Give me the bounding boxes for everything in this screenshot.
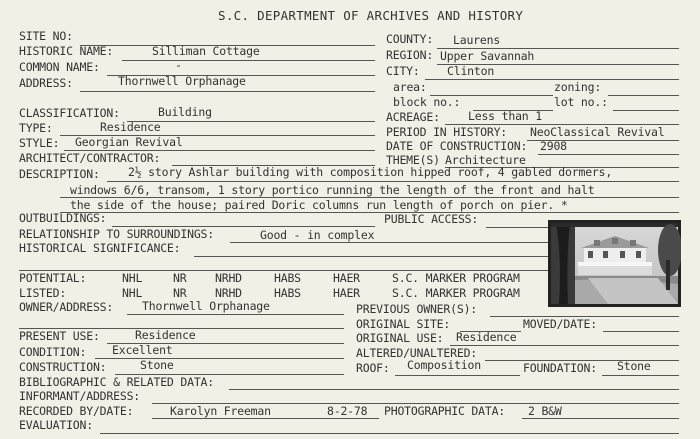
photographic-data-line	[522, 418, 679, 419]
acreage-label: ACREAGE:	[386, 110, 440, 124]
relationship-value: Good - in complex	[260, 228, 375, 242]
city-line	[425, 79, 679, 80]
architect-label: ARCHITECT/CONTRACTOR:	[19, 151, 161, 165]
recorded-by-line	[152, 418, 379, 419]
previous-owners-label: PREVIOUS OWNER(S):	[356, 302, 478, 316]
zoning-label: zoning:	[554, 80, 602, 94]
relationship-line	[230, 242, 548, 243]
classification-label: CLASSIFICATION:	[19, 106, 120, 120]
recorded-by-label: RECORDED BY/DATE:	[19, 404, 134, 418]
city-label: CITY:	[386, 64, 420, 78]
original-use-line	[450, 345, 679, 346]
period-label: PERIOD IN HISTORY:	[386, 125, 508, 139]
potential-haer: HAER	[333, 271, 360, 285]
bibliographic-label: BIBLIOGRAPHIC & RELATED DATA:	[19, 375, 214, 389]
zoning-line	[608, 95, 679, 96]
listed-haer: HAER	[333, 286, 360, 300]
form-title: S.C. DEPARTMENT OF ARCHIVES AND HISTORY	[218, 8, 524, 23]
region-label: REGION:	[386, 48, 434, 62]
description-label: DESCRIPTION:	[19, 167, 100, 181]
description-line-3: the side of the house; paired Doric columns run length of porch on pier. *	[70, 198, 568, 212]
owner-address-label: OWNER/ADDRESS:	[19, 300, 114, 314]
date-construction-line	[538, 154, 679, 155]
description-line-2: windows 6/6, transom, 1 story portico running the length of the front and halt	[70, 183, 595, 197]
area-label: area:	[393, 80, 427, 94]
outbuildings-label: OUTBUILDINGS:	[19, 211, 107, 225]
type-label: TYPE:	[19, 121, 53, 135]
address-line	[80, 91, 375, 92]
photographic-data-label: PHOTOGRAPHIC DATA:	[384, 404, 506, 418]
photographic-data-value: 2 B&W	[528, 404, 562, 418]
historical-significance-line	[194, 256, 548, 257]
description-rule-1	[107, 181, 679, 182]
common-name-value: -	[175, 58, 182, 72]
original-site-label: ORIGINAL SITE:	[356, 317, 451, 331]
classification-value: Building	[158, 105, 212, 119]
address-label: ADDRESS:	[19, 76, 73, 90]
acreage-value: Less than 1	[468, 109, 542, 123]
owner-address-value: Thornwell Orphanage	[142, 299, 270, 313]
moved-date-line	[603, 331, 679, 332]
owner-address-line	[127, 314, 344, 315]
historic-name-label: HISTORIC NAME:	[19, 44, 114, 58]
bibliographic-line	[229, 389, 679, 390]
date-construction-label: DATE OF CONSTRUCTION:	[386, 139, 528, 153]
themes-value: Architecture	[445, 153, 526, 167]
city-value: Clinton	[447, 64, 495, 78]
period-value: NeoClassical Revival	[530, 125, 665, 139]
listed-nrhd: NRHD	[215, 286, 242, 300]
foundation-value: Stone	[617, 359, 651, 373]
roof-label: ROOF:	[356, 361, 390, 375]
potential-nhl: NHL	[122, 271, 143, 285]
site-no-label: SITE NO:	[19, 29, 73, 43]
historic-name-value: Silliman Cottage	[152, 44, 260, 58]
region-value: Upper Savannah	[440, 49, 535, 63]
foundation-line	[602, 375, 679, 376]
construction-label: CONSTRUCTION:	[19, 360, 107, 374]
present-use-value: Residence	[135, 328, 196, 342]
informant-label: INFORMANT/ADDRESS:	[19, 389, 141, 403]
original-use-value: Residence	[456, 330, 517, 344]
recorded-by-value: Karolyn Freeman	[170, 404, 271, 418]
historical-significance-label: HISTORICAL SIGNIFICANCE:	[19, 241, 181, 255]
address-value: Thornwell Orphanage	[118, 74, 246, 88]
roof-line	[395, 375, 520, 376]
foundation-label: FOUNDATION:	[523, 361, 597, 375]
condition-label: CONDITION:	[19, 345, 87, 359]
evaluation-label: EVALUATION:	[19, 418, 93, 432]
listed-label: LISTED:	[19, 286, 67, 300]
county-value: Laurens	[453, 33, 501, 47]
public-access-line	[486, 227, 548, 228]
condition-value: Excellent	[112, 343, 173, 357]
recorded-date-value: 8-2-78	[327, 404, 368, 418]
potential-habs: HABS	[274, 271, 301, 285]
relationship-label: RELATIONSHIP TO SURROUNDINGS:	[19, 227, 214, 241]
potential-marker: S.C. MARKER PROGRAM	[392, 271, 520, 285]
present-use-label: PRESENT USE:	[19, 329, 100, 343]
potential-label: POTENTIAL:	[19, 271, 87, 285]
historic-name-line	[122, 60, 375, 61]
block-no-label: block no.:	[393, 95, 461, 109]
listed-habs: HABS	[274, 286, 301, 300]
potential-nrhd: NRHD	[215, 271, 242, 285]
style-label: STYLE:	[19, 136, 60, 150]
original-use-label: ORIGINAL USE:	[356, 331, 444, 345]
date-construction-value: 2908	[540, 139, 567, 153]
style-value: Georgian Revival	[75, 135, 183, 149]
listed-nhl: NHL	[122, 286, 143, 300]
listed-marker: S.C. MARKER PROGRAM	[392, 286, 520, 300]
common-name-label: COMMON NAME:	[19, 60, 100, 74]
evaluation-line	[100, 433, 679, 434]
listed-nr: NR	[173, 286, 187, 300]
moved-date-label: MOVED/DATE:	[523, 317, 597, 331]
lot-no-line	[613, 110, 679, 111]
construction-value: Stone	[140, 358, 174, 372]
condition-line	[95, 358, 344, 359]
description-rule-3	[60, 212, 679, 213]
description-line-1: 2½ story Ashlar building with composition hipped roof, 4 gabled dormers,	[128, 165, 613, 179]
public-access-label: PUBLIC ACCESS:	[384, 212, 479, 226]
county-label: COUNTY:	[386, 32, 434, 46]
house-photo-icon	[548, 220, 681, 307]
altered-label: ALTERED/UNALTERED:	[356, 346, 478, 360]
type-value: Residence	[100, 120, 161, 134]
themes-label: THEME(S)	[386, 153, 440, 167]
potential-nr: NR	[173, 271, 187, 285]
roof-value: Composition	[407, 358, 481, 372]
classification-line	[127, 121, 375, 122]
lot-no-label: lot no.:	[554, 95, 608, 109]
building-photograph	[548, 220, 681, 307]
